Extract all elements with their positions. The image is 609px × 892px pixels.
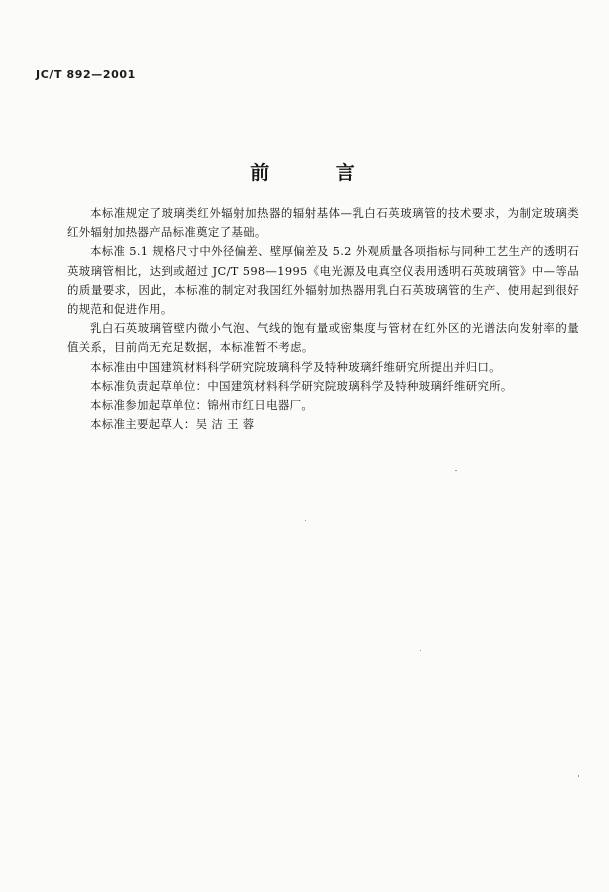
foreword-body: [67, 204, 579, 434]
scan-speck: [305, 520, 306, 521]
scan-speck: [420, 650, 421, 651]
paragraph-bubbles-note: 乳白石英玻璃管壁内微小气泡、气线的饱有量或密集度与管材在红外区的光谱法向发射率的量值关系，目前尚无充足数据，本标准暂不考虑。: [67, 321, 579, 355]
section-heading: 前 言: [250, 162, 385, 184]
paragraph-responsible-drafter: 本标准负责起草单位：中国建筑材料科学研究院玻璃科学及特种玻璃纤维研究所。: [90, 378, 513, 393]
paragraph-main-drafters: 本标准主要起草人：吴 洁 王 蓉: [90, 417, 255, 432]
scan-speck: [578, 775, 579, 777]
paragraph-scope: 本标准规定了玻璃类红外辐射加热器的辐射基体—乳白石英玻璃管的技术要求，为制定玻璃类红外辐射加热器产品标准奠定了基础。: [67, 206, 579, 240]
paragraph-participating-drafter: 本标准参加起草单位：锦州市红日电器厂。: [90, 398, 314, 413]
scan-speck: [455, 470, 457, 471]
paragraph-proposer: 本标准由中国建筑材料科学研究院玻璃科学及特种玻璃纤维研究所提出并归口。: [90, 359, 501, 374]
paragraph-quality-comparison: 本标准 5.1 规格尺寸中外径偏差、壁厚偏差及 5.2 外观质量各项指标与同种工艺生产的透明石英玻璃管相比，达到或超过 JC/T 598—1995《电光源及电真空仪表用透明石英玻璃管》中—等品的质量要求，因此，本标准的制定对我国红外辐射加热器用乳白石英玻璃管的生产、使用起到很好的规范和促进作用。: [67, 244, 579, 317]
document-code: JC/T 892—2001: [36, 68, 136, 81]
